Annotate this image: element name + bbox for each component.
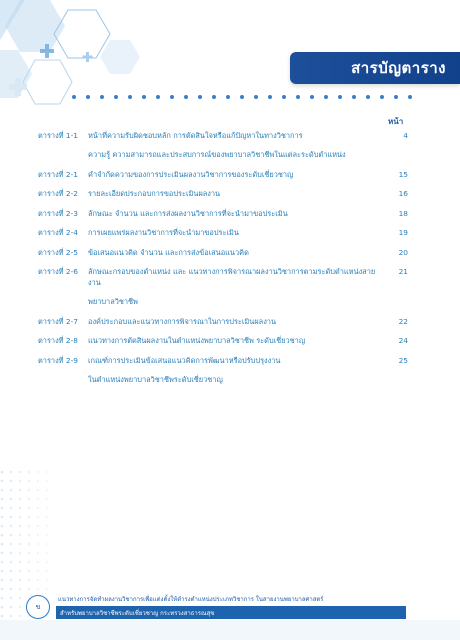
toc-description: แนวทางการตัดสินผลงานในตำแหน่งพยาบาลวิชาชีพ ระดับเชี่ยวชาญ [88, 336, 306, 345]
toc-page: 24 [398, 336, 408, 345]
toc-description: หน้าที่ความรับผิดชอบหลัก การตัดสินใจหรือแก้ปัญหาในทางวิชาการ ความรู้ ความสามารถและประสบการณ์ของพยาบาลวิชาชีพในแต่ละระดับตำแหน่ง [88, 131, 346, 159]
toc-row[interactable] [38, 266, 408, 307]
toc-page: 15 [398, 169, 408, 179]
toc-label: ตารางที่ 2-7 [38, 316, 78, 326]
toc-page: 22 [398, 316, 408, 326]
toc-page: 16 [398, 189, 408, 198]
toc-page: 20 [398, 247, 408, 257]
toc-row[interactable] [38, 227, 408, 238]
dot-divider [72, 93, 412, 101]
title-banner [290, 52, 460, 84]
hexagon-pattern-decoration [0, 0, 200, 150]
toc-label: ตารางที่ 2-2 [38, 189, 78, 198]
toc-label: ตารางที่ 2-4 [38, 228, 78, 237]
toc-page: 25 [398, 355, 408, 365]
toc-row[interactable] [38, 335, 408, 346]
toc-label: ตารางที่ 2-3 [38, 208, 78, 218]
toc-label: ตารางที่ 2-6 [38, 267, 78, 276]
toc-page: 19 [398, 228, 408, 237]
toc-description: ลักษณะ จำนวน และการส่งผลงานวิชาการที่จะนำมาขอประเมิน [88, 208, 288, 218]
toc-label: ตารางที่ 1-1 [38, 131, 78, 140]
toc-row[interactable] [38, 169, 408, 180]
footer-bar [56, 606, 406, 619]
toc-row[interactable] [38, 247, 408, 258]
toc-label: ตารางที่ 2-5 [38, 247, 78, 257]
toc-label: ตารางที่ 2-9 [38, 355, 78, 365]
page-title: สารบัญตาราง [351, 59, 446, 77]
toc-row[interactable] [38, 208, 408, 219]
toc-description: ลักษณะกรอบของตำแหน่ง และ แนวทางการพิจารณาผลงานวิชาการตามระดับตำแหน่งสายงาน พยาบาลวิชาชีพ [88, 267, 376, 306]
toc-page: 4 [403, 131, 408, 140]
table-of-contents [38, 130, 408, 393]
footer-subtitle: สำหรับพยาบาลวิชาชีพระดับเชี่ยวชาญ กระทรวงสาธารณสุข [60, 610, 215, 617]
toc-row[interactable] [38, 188, 408, 199]
toc-description: รายละเอียดประกอบการขอประเมินผลงาน [88, 189, 221, 198]
toc-row[interactable] [38, 355, 408, 385]
toc-description: เกณฑ์การประเมินข้อเสนอแนวคิดการพัฒนาหรือปรับปรุงงาน ในตำแหน่งพยาบาลวิชาชีพระดับเชี่ยวชาญ [88, 355, 281, 384]
page-column-header: หน้า [388, 117, 404, 126]
page-number-badge: ข [26, 595, 50, 619]
footer-title: แนวทางการจัดทำผลงานวิชาการเพื่อแต่งตั้งให้ดำรงตำแหน่งประเภทวิชาการ ในสายงานพยาบาลศาสตร์ [58, 596, 324, 603]
toc-label: ตารางที่ 2-1 [38, 169, 78, 179]
toc-row[interactable] [38, 130, 408, 160]
toc-page: 21 [398, 267, 408, 276]
toc-page: 18 [398, 208, 408, 218]
toc-description: คำจำกัดความของการประเมินผลงานวิชาการของระดับเชี่ยวชาญ [88, 169, 294, 179]
toc-row[interactable] [38, 316, 408, 327]
toc-description: ข้อเสนอแนวคิด จำนวน และการส่งข้อเสนอแนวคิด [88, 247, 249, 257]
toc-label: ตารางที่ 2-8 [38, 336, 78, 345]
toc-description: องค์ประกอบและแนวทางการพิจารณาในการประเมินผลงาน [88, 316, 277, 326]
toc-description: การเผยแพร่ผลงานวิชาการที่จะนำมาขอประเมิน [88, 228, 239, 237]
